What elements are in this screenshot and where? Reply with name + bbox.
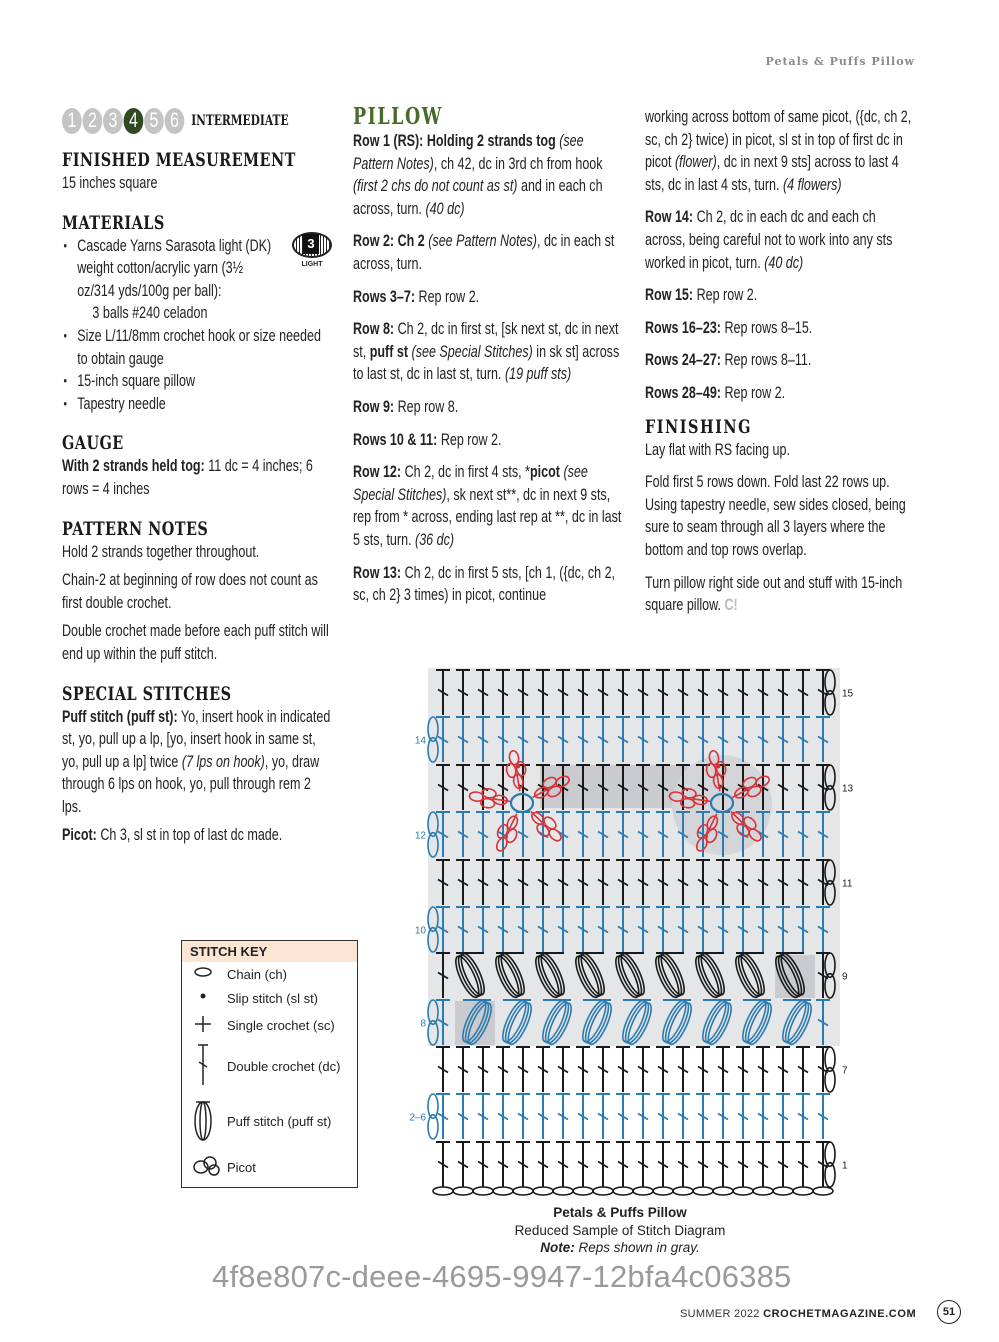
text-run: Rows 10 & 11:	[353, 430, 438, 449]
foundation-chain	[473, 1187, 493, 1195]
text-run: Double crochet made before each puff stitch will end up within the puff stitch.	[62, 622, 329, 663]
foundation-chain	[693, 1187, 713, 1195]
caption-note-label: Note:	[540, 1240, 575, 1255]
text-run: 15 inches square	[62, 174, 158, 192]
text-run: (see Pattern Notes)	[353, 132, 584, 173]
heading-gauge: GAUGE	[62, 432, 124, 455]
paragraph	[62, 172, 332, 195]
foundation-chain	[453, 1187, 473, 1195]
text-run: (see Special Stitches)	[408, 342, 533, 361]
text-run: picot	[530, 463, 560, 482]
skill-level-5: 5	[144, 108, 164, 134]
foundation-chain	[713, 1187, 733, 1195]
paragraph	[645, 317, 915, 340]
text-run: (40 dc)	[764, 253, 804, 272]
row-label: 10	[414, 925, 426, 937]
foundation-chain	[793, 1187, 813, 1195]
text-run: Lay flat with RS facing up.	[645, 440, 790, 459]
puff-stitch-icon	[192, 1100, 222, 1145]
foundation-chain	[753, 1187, 773, 1195]
text-run: Yo, insert hook in indicated st, yo, pull up a lp, [yo, insert hook in same st, yo, pull up a lp] twice	[62, 707, 331, 771]
foundation-chain	[493, 1187, 513, 1195]
row-label: 14	[414, 735, 426, 747]
foundation-chain	[513, 1187, 533, 1195]
list-item	[62, 325, 332, 370]
foundation-chain	[593, 1187, 613, 1195]
picot-icon	[192, 1155, 222, 1180]
list-item	[62, 370, 332, 393]
text-run: Tapestry needle	[77, 394, 166, 413]
yarn-weight-label: LIGHT	[301, 261, 323, 268]
footer-season: SUMMER 2022	[680, 1308, 764, 1320]
text-run: , dc in next 9 sts] across to last 4 sts, dc in last 4 sts, turn.	[645, 153, 899, 194]
text-run: (see Pattern Notes)	[424, 232, 537, 251]
running-title: Petals & Puffs Pillow	[765, 55, 915, 68]
heading-pillow: PILLOW	[353, 103, 443, 130]
text-run: Rep rows 8–11.	[720, 351, 812, 370]
caption-note-text: Reps shown in gray.	[574, 1240, 700, 1255]
single-crochet-icon	[192, 1014, 222, 1037]
stitch-key-label: Slip stitch (sl st)	[227, 991, 319, 1006]
paragraph	[62, 706, 332, 819]
skill-level	[62, 108, 332, 134]
foundation-chain	[813, 1187, 833, 1195]
text-run: 3 balls #240 celadon	[92, 304, 208, 323]
text-run: 11 dc = 4 inches; 6 rows = 4 inches	[62, 457, 313, 498]
paragraph	[353, 130, 623, 220]
caption-title: Petals & Puffs Pillow	[553, 1205, 687, 1220]
stitch-diagram	[400, 660, 860, 1205]
text-run: Puff stitch (puff st):	[62, 707, 178, 726]
text-run: Rep rows 8–15.	[720, 318, 813, 337]
text-run: Rows 28–49:	[645, 383, 721, 402]
text-run: Size L/11/8mm crochet hook or size needed to obtain gauge	[77, 326, 321, 368]
paragraph	[353, 562, 623, 607]
stitch-key-title: STITCH KEY	[182, 941, 357, 962]
text-run: (first 2 chs do not count as st)	[353, 177, 518, 196]
paragraph	[645, 106, 915, 196]
skill-level-4: 4	[124, 108, 144, 134]
text-run: Ch 2, dc in first 4 sts, *	[401, 463, 531, 482]
text-run: Fold first 5 rows down. Fold last 22 rows up. Using tapestry needle, sew sides closed, being sure to seam through all 3 layers where the bottom and top rows overlap.	[645, 473, 906, 559]
stitch-key-label: Picot	[227, 1160, 256, 1175]
foundation-chain	[553, 1187, 573, 1195]
paragraph	[353, 318, 623, 386]
column-middle	[353, 104, 623, 617]
text-run: (4 flowers)	[782, 175, 842, 194]
text-run: , yo, draw through 6 lps on hook, yo, pull through rem 2 lps.	[62, 752, 320, 816]
paragraph	[62, 824, 332, 847]
logo-mark: C!	[724, 596, 738, 615]
paragraph	[353, 396, 623, 419]
row-label: 12	[414, 830, 426, 842]
skill-level-label: INTERMEDIATE	[191, 112, 289, 129]
text-run: Rows 24–27:	[645, 351, 721, 370]
text-run: puff st	[369, 342, 409, 361]
skill-level-3: 3	[103, 108, 123, 134]
stitch-key-label: Double crochet (dc)	[227, 1059, 341, 1074]
yarn-weight-number: 3	[303, 234, 319, 254]
text-run: Row 9:	[353, 397, 395, 416]
diagram-caption	[450, 1204, 790, 1257]
text-run: Ch 3, sl st in top of last dc made.	[96, 826, 283, 845]
stitch-key-label: Single crochet (sc)	[227, 1018, 335, 1033]
text-run: Picot:	[62, 826, 97, 845]
paragraph	[645, 349, 915, 372]
text-run: Rep row 2.	[693, 286, 758, 305]
row-label: 1	[842, 1160, 848, 1172]
text-run: Row 13:	[353, 563, 402, 582]
double-crochet-icon	[192, 1043, 222, 1090]
text-run: (36 dc)	[415, 530, 455, 549]
paragraph	[62, 620, 332, 665]
text-run: Rows 3–7:	[353, 287, 416, 306]
text-run: 15-inch square pillow	[77, 372, 196, 391]
text-run: in sk st] across to last st, dc in last st, turn.	[353, 342, 620, 384]
text-run: Ch 2, dc in each dc and each ch across, being careful not to work into any sts worked in picot, turn.	[645, 208, 893, 272]
stitch-key-label: Puff stitch (puff st)	[227, 1114, 332, 1129]
heading-special-stitches: SPECIAL STITCHES	[62, 682, 232, 705]
list-item	[62, 393, 332, 416]
paragraph	[353, 230, 623, 275]
slip-stitch-dot	[716, 764, 721, 769]
paragraph	[353, 461, 623, 551]
text-run: (40 dc)	[425, 199, 465, 218]
text-run: (flower)	[674, 153, 717, 172]
paragraph	[645, 284, 915, 307]
page-number: 51	[937, 1300, 961, 1324]
paragraph	[353, 286, 623, 309]
paragraph	[62, 455, 332, 500]
text-run: , dc in each st across, turn.	[353, 232, 615, 273]
foundation-chain	[773, 1187, 793, 1195]
chain-icon	[192, 966, 222, 981]
text-run: Rep row 2.	[437, 430, 502, 449]
row-label: 11	[842, 878, 853, 890]
text-run: Hold 2 strands together throughout.	[62, 542, 260, 561]
text-run: , sk next st**, dc in next 9 sts, rep from * across, ending last rep at **, dc in last 5 sts, turn.	[353, 485, 622, 549]
text-run: Row 2: Ch 2	[353, 232, 425, 251]
paragraph	[645, 206, 915, 274]
text-run: (19 puff sts)	[504, 365, 572, 384]
foundation-chain	[633, 1187, 653, 1195]
footer-site-link[interactable]: CROCHETMAGAZINE.COM	[763, 1308, 917, 1320]
foundation-chain	[533, 1187, 553, 1195]
slip-stitch-icon	[192, 990, 222, 1005]
caption-subtitle: Reduced Sample of Stitch Diagram	[514, 1222, 726, 1238]
yarn-weight-icon	[290, 232, 334, 272]
row-label: 15	[842, 688, 854, 700]
heading-materials: MATERIALS	[62, 211, 165, 234]
foundation-chain	[613, 1187, 633, 1195]
row-label: 2–6	[409, 1112, 426, 1124]
skill-level-2: 2	[83, 108, 103, 134]
paragraph	[645, 382, 915, 405]
text-run: Row 8:	[353, 320, 395, 339]
text-run: (7 lps on hook)	[181, 752, 265, 771]
slip-stitch-dot	[516, 764, 521, 769]
stitch-key-label: Chain (ch)	[227, 967, 287, 982]
foundation-chain	[733, 1187, 753, 1195]
skill-level-6: 6	[165, 108, 185, 134]
text-run: Chain-2 at beginning of row does not count as first double crochet.	[62, 571, 318, 612]
paragraph	[62, 569, 332, 614]
text-run: working across bottom of same picot, ({dc, ch 2, sc, ch 2} twice) in picot, sl st in top of first dc in picot	[645, 108, 912, 172]
heading-finished-measurement: FINISHED MEASUREMENT	[62, 149, 296, 171]
foundation-chain	[653, 1187, 673, 1195]
column-right	[645, 106, 915, 627]
column-left	[62, 108, 332, 853]
text-run: Row 12:	[353, 463, 402, 482]
row-label: 7	[842, 1065, 848, 1077]
paragraph	[62, 541, 332, 564]
text-run: Turn pillow right side out and stuff with 15-inch square pillow.	[645, 573, 903, 615]
text-run: , ch 42, dc in 3rd ch from hook	[433, 154, 603, 173]
text-run: Rep row 2.	[415, 287, 480, 306]
text-run: Row 14:	[645, 208, 694, 227]
list-item	[62, 302, 332, 325]
text-run: With 2 strands held tog:	[62, 457, 205, 476]
text-run: Rep row 8.	[394, 397, 459, 416]
paragraph	[353, 429, 623, 452]
foundation-chain	[433, 1187, 453, 1195]
paragraph	[645, 439, 915, 462]
text-run: and in each ch across, turn.	[353, 177, 603, 218]
foundation-chain	[573, 1187, 593, 1195]
text-run: Row 15:	[645, 286, 694, 305]
skill-level-1: 1	[62, 108, 82, 134]
foundation-chain	[673, 1187, 693, 1195]
watermark: 4f8e807c-deee-4695-9947-12bfa4c06385	[212, 1259, 792, 1294]
row-label: 8	[420, 1018, 426, 1030]
row-label: 13	[842, 783, 854, 795]
text-run: Rows 16–23:	[645, 318, 721, 337]
paragraph	[645, 471, 915, 561]
text-run: Cascade Yarns Sarasota light (DK) weight cotton/acrylic yarn (3½ oz/314 yds/100g per ball):	[77, 236, 272, 300]
text-run: Row 1 (RS): Holding 2 strands tog	[353, 132, 556, 150]
text-run: (see Special Stitches)	[353, 463, 588, 504]
row-label: 9	[842, 971, 848, 983]
paragraph	[645, 572, 915, 617]
stitch-key	[181, 940, 358, 1188]
heading-pattern-notes: PATTERN NOTES	[62, 517, 209, 540]
text-run: Rep row 2.	[720, 383, 786, 402]
heading-finishing: FINISHING	[645, 415, 753, 438]
footer	[680, 1307, 916, 1321]
text-run: Ch 2, dc in first 5 sts, [ch 1, ({dc, ch 2, sc, ch 2} 3 times) in picot, continue	[353, 563, 616, 605]
text-run: Ch 2, dc in first st, [sk next st, dc in next st,	[353, 320, 619, 361]
